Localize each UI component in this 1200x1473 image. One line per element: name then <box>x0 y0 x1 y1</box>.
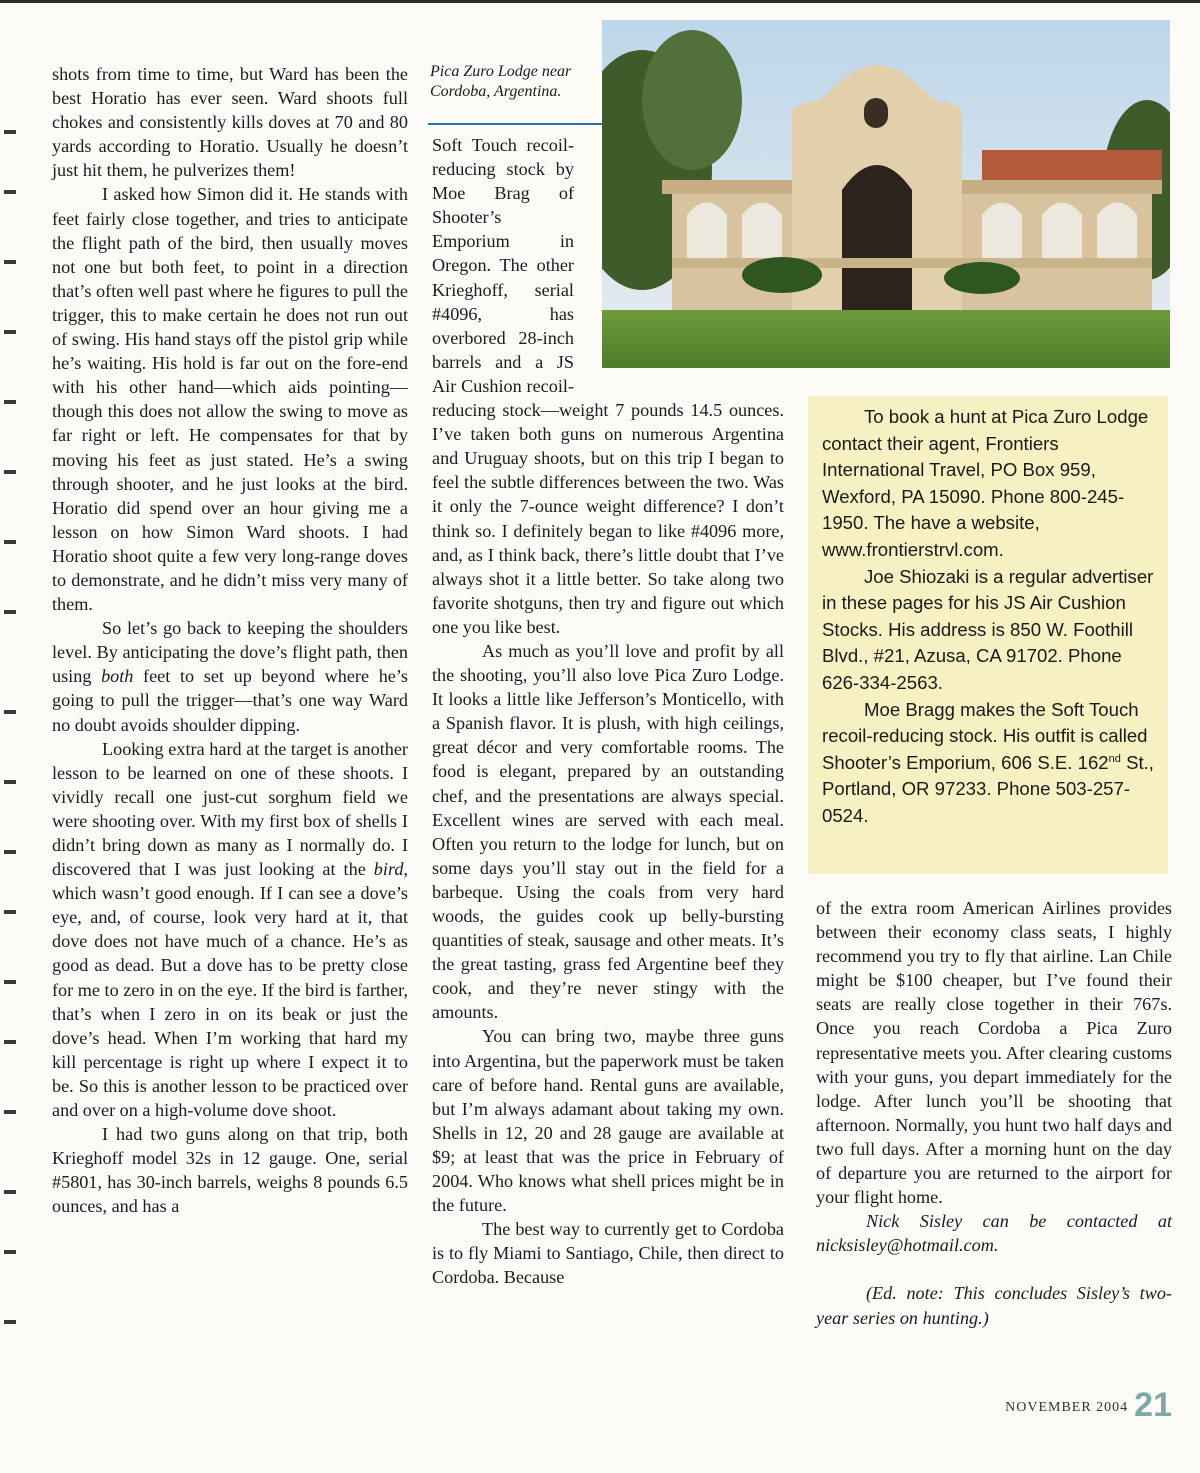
sidebar-paragraph: Joe Shiozaki is a regular advertiser in these pages for his JS Air Cushion Stocks. His address is 850 W. Foothill Blvd., #21, Azusa, CA 91702. Phone 626-334-2563. <box>822 565 1154 693</box>
paragraph: Soft Touch recoil-reducing stock by Moe Brag of Shooter’s Emporium in Oregon. The other Krieghoff, serial #4096, has overbored 28-inch barrels and a JS Air Cushion recoil-reducing stock—weight 7 pounds 14.5 ounces. I’ve taken both guns on numerous Argentina and Uruguay shoots, but on this trip I began to feel the subtle differences between the two. Was it only the 7-ounce weight difference? I don’t think so. I definitely began to like #4096 more, and, as I think back, there’s little doubt that I’ve always shot it a little better. So take along two favorite shotguns, then try and figure out which one you like best. <box>432 135 784 637</box>
photo-wrap-space <box>574 133 784 383</box>
issue-date: NOVEMBER 2004 <box>1005 1400 1129 1415</box>
editor-note: (Ed. note: This concludes Sisley’s two-year series on hunting.) <box>816 1283 1172 1328</box>
paragraph: I had two guns along on that trip, both Krieghoff model 32s in 12 gauge. One, serial #5801, has 30-inch barrels, weighs 8 pounds 6.5 ounces, and has a <box>52 1124 408 1217</box>
top-rule <box>0 0 1200 3</box>
author-contact: Nick Sisley can be contacted at nicksisley@hotmail.com. <box>816 1211 1172 1256</box>
sidebar-paragraph: Moe Bragg makes the Soft Touch recoil-reducing stock. His outfit is called Shooter’s Emporium, 606 S.E. 162nd St., Portland, OR 97233. Phone 503-257-0524. <box>822 698 1154 826</box>
photo-caption: Pica Zuro Lodge near Cordoba, Argentina. <box>430 63 572 100</box>
paragraph: The best way to currently get to Cordoba is to fly Miami to Santiago, Chile, then direct to Cordoba. Because <box>432 1219 784 1288</box>
article-column-3 <box>816 896 1172 1330</box>
binding-margin-marks <box>0 100 24 1400</box>
paragraph: of the extra room American Airlines provides between their economy class seats, I highly recommend you try to fly that airline. Lan Chile might be $100 cheaper, but I’ve found their seats are really close together in their 767s. Once you reach Cordoba a Pica Zuro representative meets you. After clearing customs with your guns, you depart immediately for the lodge. After lunch you’ll be shooting that afternoon. Normally, you hunt two half days and two full days. After a morning hunt on the day of departure you are returned to the airport for your flight home. <box>816 898 1172 1208</box>
paragraph: As much as you’ll love and profit by all the shooting, you’ll also love Pica Zuro Lodge. It looks a little like Jefferson’s Monticello, with a Spanish flavor. It is plush, with high ceilings, great décor and very comfortable rooms. The food is elegant, prepared by an outstanding chef, and the presentations are always special. Excellent wines are served with each meal. Often you return to the lodge for lunch, but on some days you’ll stay out in the field for a barbeque. Using the coals from very hard woods, the guides cook up belly-bursting quantities of steak, sausage and other meats. It’s the great tasting, grass fed Argentine beef they cook, and they’re never stingy with the amounts. <box>432 640 784 1023</box>
paragraph: shots from time to time, but Ward has been the best Horatio has ever seen. Ward shoots full chokes and consistently kills doves at 70 and 80 yards according to Horatio. Usually he doesn’t just hit them, he pulverizes them! <box>52 64 408 181</box>
article-column-1 <box>52 62 408 1219</box>
sidebar-paragraph: To book a hunt at Pica Zuro Lodge contact their agent, Frontiers International Travel, PO Box 959, Wexford, PA 15090. Phone 800-245-1950. The have a website, www.frontierstrvl.com. <box>822 406 1149 560</box>
contact-info-sidebar <box>808 396 1168 874</box>
page-number: 21 <box>1134 1386 1172 1424</box>
paragraph: Looking extra hard at the target is another lesson to be learned on one of these shoots. I vividly recall one just-cut sorghum field we were shooting over. With my first box of shells I didn’t bring down as many as I normally do. I discovered that I was just looking at the bird, which wasn’t good enough. If I can see a dove’s eye, and, of course, look very hard at it, that dove does not have much of a chance. He’s as good as dead. But a dove has to be pretty close for me to zero in on the eye. If the bird is farther, that’s when I zero in on its beak or just the dove’s head. When I’m working that hard my kill percentage is right up where I expect it to be. So this is another lesson to be practiced over and over on a high-volume dove shoot. <box>52 738 408 1121</box>
caption-rule <box>428 123 602 125</box>
paragraph: You can bring two, maybe three guns into Argentina, but the paperwork must be taken care of before hand. Rental guns are available, but I’m always adamant about taking my own. Shells in 12, 20 and 28 gauge are available at $9; at least that was the price in February of 2004. Who knows what shell prices might be in the future. <box>432 1026 784 1216</box>
article-column-2 <box>432 133 784 1290</box>
paragraph: I asked how Simon did it. He stands with feet fairly close together, and tries to anticipate the flight path of the bird, then usually moves not one but both feet, to point in a direction that’s often well past where he figures to pull the trigger, this to make certain he does not run out of swing. His hand stays off the pistol grip while he’s waiting. His hold is far out on the fore-end with his other hand—which aids pointing—though this does not allow the swing to move as far right or left. He compensates for that by moving his feet as just stated. He’s a swing through shooter, and he just looks at the bird. Horatio did spend over an hour giving me a lesson on how Simon Ward shoots. I had Horatio shoot quite a few very long-range doves to demonstrate, and he didn’t miss very many of them. <box>52 184 408 615</box>
page-footer <box>1005 1388 1172 1422</box>
paragraph: So let’s go back to keeping the shoulders level. By anticipating the dove’s flight path, then using both feet to set up beyond where he’s going to pull the trigger—that’s one way Ward no doubt avoids shoulder dipping. <box>52 618 408 735</box>
